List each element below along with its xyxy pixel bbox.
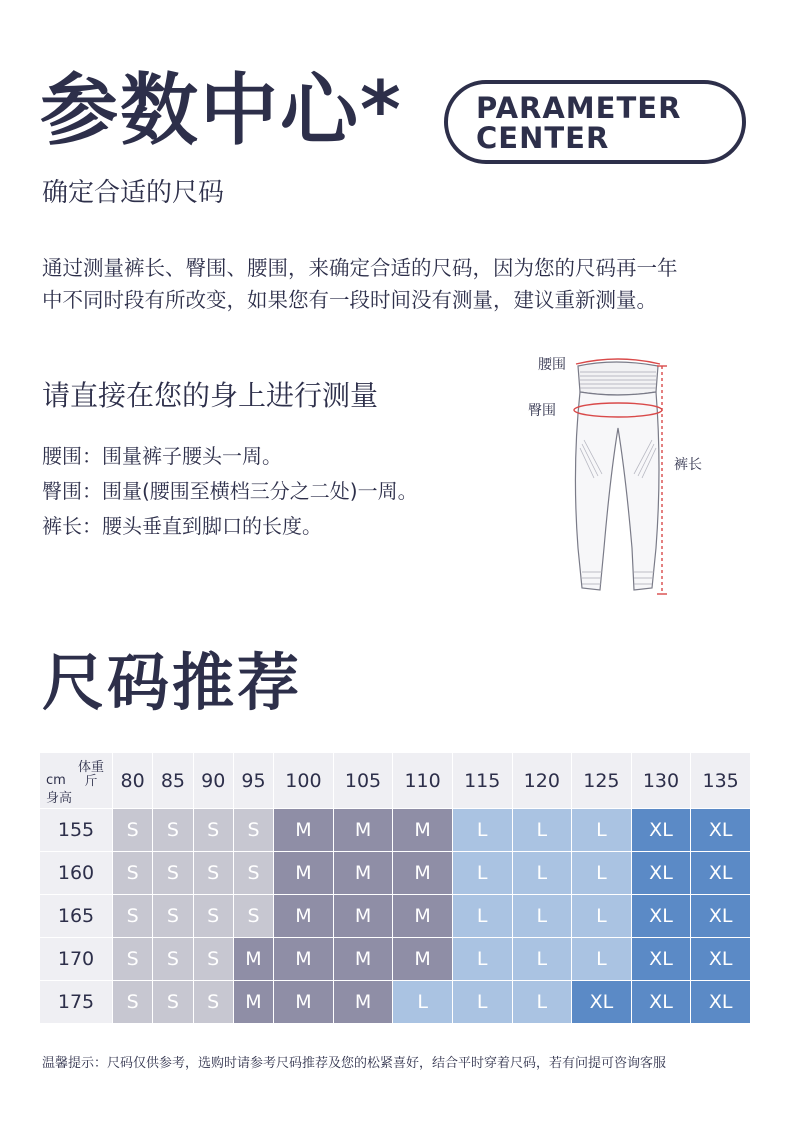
size-cell: M — [334, 895, 394, 938]
size-cell: M — [274, 895, 334, 938]
size-cell: L — [513, 852, 573, 895]
size-cell: XL — [691, 981, 751, 1024]
table-row — [40, 809, 751, 852]
size-cell: M — [334, 981, 394, 1024]
table-row — [40, 895, 751, 938]
def-hip: 臀围：围量(腰围至横档三分之二处)一周。 — [42, 479, 418, 503]
footer-tip: 温馨提示：尺码仅供参考，选购时请参考尺码推荐及您的松紧喜好，结合平时穿着尺码，若有问提可咨询客服 — [42, 1056, 667, 1071]
weight-header-cell: 110 — [393, 753, 453, 809]
weight-axis-label: 体重斤 — [78, 760, 105, 789]
weight-header-row — [40, 753, 751, 809]
size-cell: L — [572, 938, 632, 981]
size-cell: S — [234, 809, 274, 852]
size-cell: S — [153, 981, 193, 1024]
size-cell: S — [153, 895, 193, 938]
table-row — [40, 981, 751, 1024]
size-cell: M — [234, 981, 274, 1024]
size-cell: M — [274, 938, 334, 981]
size-cell: XL — [632, 895, 692, 938]
size-cell: S — [113, 852, 153, 895]
weight-header-cell: 100 — [274, 753, 334, 809]
size-cell: S — [194, 895, 234, 938]
size-section-title: 尺码推荐 — [42, 646, 303, 719]
size-cell: S — [234, 895, 274, 938]
size-cell: S — [113, 938, 153, 981]
size-cell: L — [513, 895, 573, 938]
weight-header-cell: 115 — [453, 753, 513, 809]
size-cell: S — [113, 895, 153, 938]
size-cell: L — [393, 981, 453, 1024]
size-cell: XL — [632, 981, 692, 1024]
size-cell: L — [453, 809, 513, 852]
height-cell: 175 — [40, 981, 113, 1024]
size-cell: L — [513, 938, 573, 981]
def-waist: 腰围：围量裤子腰头一周。 — [42, 444, 282, 468]
intro-paragraph — [42, 252, 762, 316]
size-cell: L — [453, 852, 513, 895]
weight-header-cell: 90 — [194, 753, 234, 809]
size-cell: S — [113, 809, 153, 852]
badge-line-1: PARAMETER — [476, 91, 682, 125]
weight-header-cell: 130 — [632, 753, 692, 809]
weight-header-cell: 120 — [513, 753, 573, 809]
weight-header-cell: 105 — [334, 753, 394, 809]
measure-heading: 请直接在您的身上进行测量 — [42, 379, 379, 412]
label-length: 裤长 — [674, 457, 702, 473]
def-length: 裤长：腰头垂直到脚口的长度。 — [42, 514, 322, 538]
size-cell: S — [153, 852, 193, 895]
weight-header-cell: 135 — [691, 753, 751, 809]
size-cell: M — [334, 809, 394, 852]
size-cell: S — [153, 938, 193, 981]
size-cell: XL — [632, 938, 692, 981]
unit-cm: cm — [46, 773, 66, 788]
size-cell: M — [334, 938, 394, 981]
size-cell: L — [453, 895, 513, 938]
size-cell: L — [453, 938, 513, 981]
size-cell: L — [513, 981, 573, 1024]
intro-line-2: 中不同时段有所改变，如果您有一段时间没有测量，建议重新测量。 — [42, 288, 657, 312]
size-cell: M — [274, 981, 334, 1024]
weight-header-cell: 80 — [113, 753, 153, 809]
size-cell: XL — [691, 809, 751, 852]
page-subtitle: 确定合适的尺码 — [42, 178, 225, 208]
height-axis-label: 身高 — [46, 791, 73, 806]
label-waist: 腰围 — [538, 357, 566, 373]
size-cell: M — [393, 852, 453, 895]
intro-line-1: 通过测量裤长、臀围、腰围，来确定合适的尺码，因为您的尺码再一年 — [42, 256, 678, 280]
leggings-figure — [520, 348, 720, 600]
size-cell: XL — [572, 981, 632, 1024]
size-cell: L — [513, 809, 573, 852]
size-chart-table — [40, 753, 751, 1024]
weight-header-cell: 85 — [153, 753, 193, 809]
size-cell: L — [572, 852, 632, 895]
size-cell: S — [153, 809, 193, 852]
size-cell: L — [572, 809, 632, 852]
size-cell: S — [194, 852, 234, 895]
size-cell: S — [194, 809, 234, 852]
size-cell: M — [393, 938, 453, 981]
size-cell: M — [274, 852, 334, 895]
size-cell: S — [194, 938, 234, 981]
size-cell: M — [274, 809, 334, 852]
size-cell: L — [572, 895, 632, 938]
size-cell: M — [393, 809, 453, 852]
size-cell: S — [234, 852, 274, 895]
size-cell: M — [334, 852, 394, 895]
size-cell: XL — [632, 809, 692, 852]
size-cell: XL — [691, 852, 751, 895]
height-cell: 165 — [40, 895, 113, 938]
size-cell: M — [234, 938, 274, 981]
size-cell: XL — [691, 895, 751, 938]
size-cell: XL — [632, 852, 692, 895]
page-title: 参数中心* — [40, 66, 403, 156]
corner-cell — [40, 753, 113, 809]
parameter-center-badge — [444, 80, 746, 164]
table-row — [40, 852, 751, 895]
leggings-illustration — [520, 348, 720, 600]
height-cell: 170 — [40, 938, 113, 981]
label-hip: 臀围 — [528, 403, 556, 419]
height-cell: 155 — [40, 809, 113, 852]
height-cell: 160 — [40, 852, 113, 895]
badge-line-2: CENTER — [476, 121, 610, 155]
weight-header-cell: 95 — [234, 753, 274, 809]
weight-header-cell: 125 — [572, 753, 632, 809]
size-cell: S — [194, 981, 234, 1024]
size-cell: XL — [691, 938, 751, 981]
table-row — [40, 938, 751, 981]
size-cell: S — [113, 981, 153, 1024]
size-cell: M — [393, 895, 453, 938]
size-cell: L — [453, 981, 513, 1024]
